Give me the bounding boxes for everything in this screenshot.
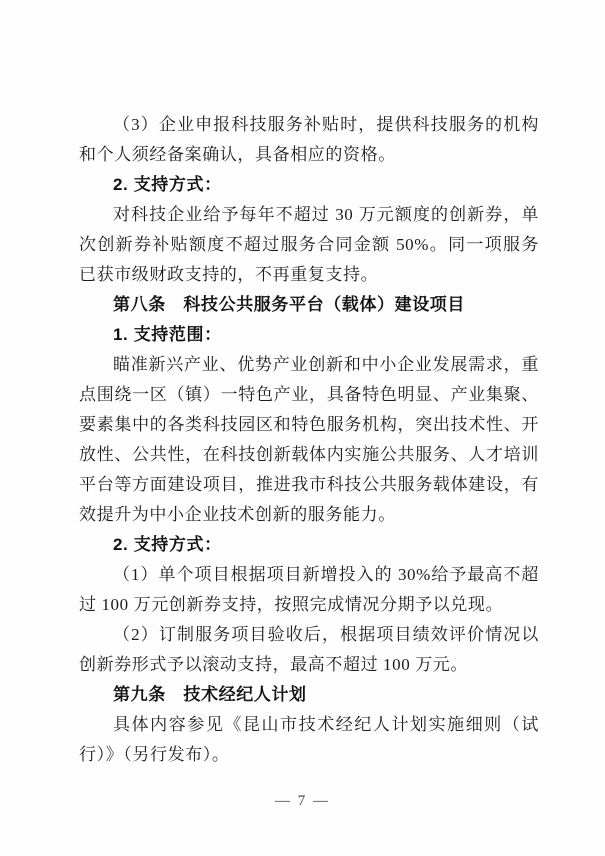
paragraph-article9-detail: 具体内容参见《昆山市技术经纪人计划实施细则（试行）》（另行发布）。 xyxy=(79,715,539,764)
heading-article-8: 第八条 科技公共服务平台（载体）建设项目 xyxy=(113,295,465,314)
subheading-support-scope: 1. 支持范围： xyxy=(113,325,222,344)
page-number: — 7 — xyxy=(275,793,330,809)
paragraph-innovation-voucher: 对科技企业给予每年不超过 30 万元额度的创新券，单次创新券补贴额度不超过服务合同金额 50%。同一项服务已获市级财政支持的，不再重复支持。 xyxy=(79,205,539,284)
subheading-support-method-1: 2. 支持方式： xyxy=(113,175,222,194)
heading-article-9: 第九条 技术经纪人计划 xyxy=(113,685,307,704)
paragraph-item3-service-subsidy: （3）企业申报科技服务补贴时，提供科技服务的机构和个人须经备案确认，具备相应的资格。 xyxy=(79,115,539,164)
subheading-support-method-2: 2. 支持方式： xyxy=(113,535,222,554)
paragraph-scope-detail: 瞄准新兴产业、优势产业创新和中小企业发展需求，重点围绕一区（镇）一特色产业，具备特色明显、产业集聚、要素集中的各类科技园区和特色服务机构，突出技术性、开放性、公共性，在科技创新载体内实施公共服务、人才培训平台等方面建设项目，推进我市科技公共服务载体建设，有效提升为中小企业技术创新的服务能力。 xyxy=(79,355,539,524)
paragraph-method-item2: （2）订制服务项目验收后，根据项目绩效评价情况以创新券形式予以滚动支持，最高不超过 100 万元。 xyxy=(79,625,539,674)
paragraph-method-item1: （1）单个项目根据项目新增投入的 30%给予最高不超过 100 万元创新券支持，按照完成情况分期予以兑现。 xyxy=(79,565,539,614)
document-body xyxy=(79,110,539,770)
